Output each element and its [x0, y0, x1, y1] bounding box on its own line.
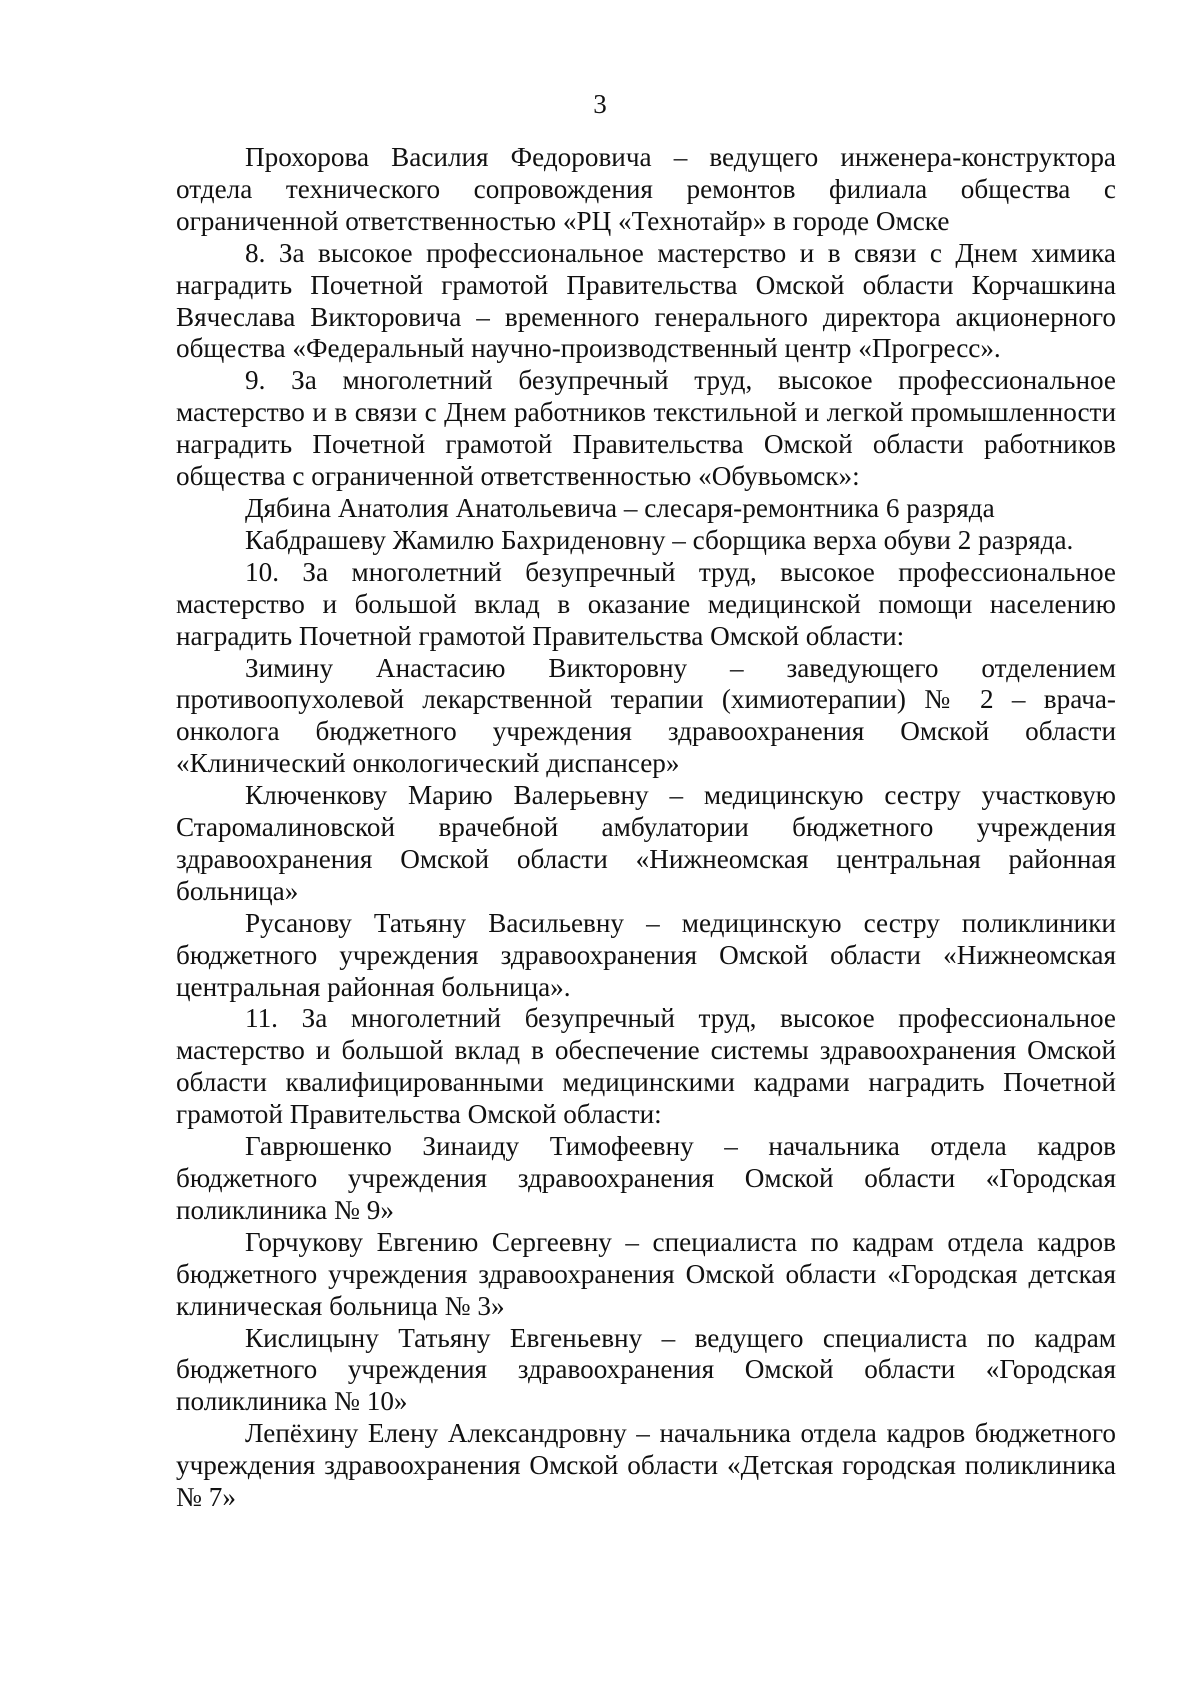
document-body [176, 142, 1116, 1514]
paragraph-kislitsyna: Кислицыну Татьяну Евгеньевну – ведущего специалиста по кадрам бюджетного учреждения здравоохранения Омской области «Городская поликлиника № 10» [176, 1322, 1116, 1417]
paragraph-item-11: 11. За многолетний безупречный труд, высокое профессиональное мастерство и большой вклад в обеспечение системы здравоохранения Омской области квалифицированными медицинскими кадрами наградить Почетной грамотой Правительства Омской области: [176, 1003, 1116, 1130]
paragraph-klyuchenkova: Ключенкову Марию Валерьевну – медицинскую сестру участковую Старомалиновской врачебной амбулатории бюджетного учреждения здравоохранения Омской области «Нижнеомская центральная районная больница» [176, 780, 1116, 906]
paragraph-kabdrasheva: Кабдрашеву Жамилю Бахриденовну – сборщика верха обуви 2 разряда. [245, 524, 1074, 555]
paragraph-item-8: 8. За высокое профессиональное мастерство и в связи с Днем химика наградить Почетной грамотой Правительства Омской области Корчашкина Вячеслава Викторовича – временного генерального директора акционерного общества «Федеральный научно-производственный центр «Прогресс». [176, 237, 1116, 364]
paragraph-gavryushenko: Гаврюшенко Зинаиду Тимофеевну – начальника отдела кадров бюджетного учреждения здравоохранения Омской области «Городская поликлиника № 9» [176, 1131, 1116, 1225]
page-number: 3 [593, 89, 607, 119]
paragraph-prokhorov: Прохорова Василия Федоровича – ведущего инженера-конструктора отдела технического сопровождения ремонтов филиала общества с ограниченной ответственностью «РЦ «Технотайр» в городе Омске [176, 142, 1116, 236]
paragraph-item-9: 9. За многолетний безупречный труд, высокое профессиональное мастерство и в связи с Днем работников текстильной и легкой промышленности наградить Почетной грамотой Правительства Омской области работников общества с ограниченной ответственностью «Обувьомск»: [176, 365, 1116, 492]
paragraph-lepekhina: Лепёхину Елену Александровну – начальника отдела кадров бюджетного учреждения здравоохранения Омской области «Детская городская поликлиника № 7» [176, 1418, 1116, 1513]
paragraph-zimina: Зимину Анастасию Викторовну – заведующего отделением противоопухолевой лекарственной терапии (химиотерапии) № 2 – врача-онколога бюджетного учреждения здравоохранения Омской области «Клинический онкологический диспансер» [176, 652, 1116, 779]
paragraph-rusanova: Русанову Татьяну Васильевну – медицинскую сестру поликлиники бюджетного учреждения здравоохранения Омской области «Нижнеомская центральная районная больница». [176, 907, 1116, 1002]
paragraph-dyabin: Дябина Анатолия Анатольевича – слесаря-ремонтника 6 разряда [245, 492, 995, 523]
paragraph-gorchukova: Горчукову Евгению Сергеевну – специалиста по кадрам отдела кадров бюджетного учреждения здравоохранения Омской области «Городская детская клиническая больница № 3» [176, 1226, 1116, 1321]
paragraph-item-10: 10. За многолетний безупречный труд, высокое профессиональное мастерство и большой вклад в оказание медицинской помощи населению наградить Почетной грамотой Правительства Омской области: [176, 556, 1116, 651]
